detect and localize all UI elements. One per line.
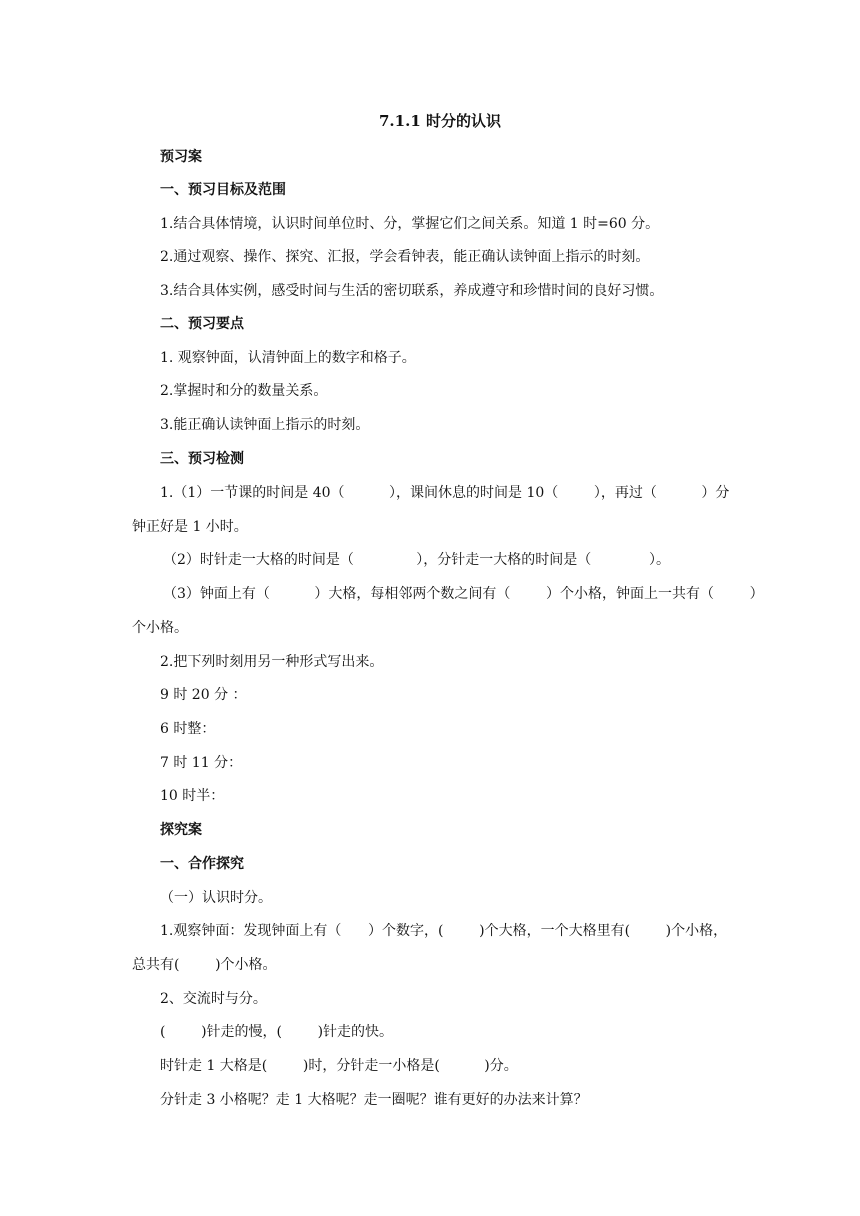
time-item-4: 10 时半：: [160, 788, 225, 804]
heading-check: 三、预习检测: [160, 451, 244, 467]
question-1-2: （2）时针走一大格的时间是（ ），分针走一大格的时间是（ ）。: [163, 552, 671, 568]
time-item-3: 7 时 11 分：: [160, 755, 243, 771]
explore-2: 2、交流时与分。: [160, 991, 267, 1007]
time-item-2: 6 时整：: [160, 721, 216, 737]
explore-2-c: 分针走 3 小格呢？走 1 大格呢？走一圈呢？谁有更好的办法来计算？: [160, 1092, 588, 1108]
goal-1: 1.结合具体情境，认识时间单位时、分，掌握它们之间关系。知道 1 时=60 分。: [160, 216, 660, 232]
section-heading-explore: 探究案: [160, 822, 202, 838]
goal-3: 3.结合具体实例，感受时间与生活的密切联系，养成遵守和珍惜时间的良好习惯。: [160, 283, 664, 299]
goal-2: 2.通过观察、操作、探究、汇报，学会看钟表，能正确认读钟面上指示的时刻。: [160, 249, 650, 265]
question-1-3: （3）钟面上有（ ）大格，每相邻两个数之间有（ ）个小格，钟面上一共有（ ）: [163, 586, 764, 602]
key-point-3: 3.能正确认读钟面上指示的时刻。: [160, 417, 370, 433]
heading-goals: 一、预习目标及范围: [160, 182, 286, 198]
question-1-1-cont: 钟正好是 1 小时。: [132, 519, 248, 535]
key-point-2: 2.掌握时和分的数量关系。: [160, 383, 328, 399]
question-1-1: 1.（1）一节课的时间是 40（ ），课间休息的时间是 10（ ），再过（ ）分: [160, 485, 730, 501]
explore-1-cont: 总共有( )个小格。: [132, 957, 277, 973]
heading-cooperate: 一、合作探究: [160, 856, 244, 872]
heading-key-points: 二、预习要点: [160, 316, 244, 332]
document-title: 7.1.1 时分的认识: [379, 112, 501, 130]
key-point-1: 1. 观察钟面，认清钟面上的数字和格子。: [160, 350, 416, 366]
section-heading-preview: 预习案: [160, 149, 202, 165]
time-item-1: 9 时 20 分 ：: [160, 687, 247, 703]
question-1-3-cont: 个小格。: [132, 620, 188, 636]
question-2: 2.把下列时刻用另一种形式写出来。: [160, 654, 384, 670]
explore-1: 1.观察钟面：发现钟面上有（ ）个数字，( )个大格，一个大格里有( )个小格，: [160, 923, 728, 939]
sub-heading-time-minute: （一）认识时分。: [160, 890, 272, 906]
explore-2-a: ( )针走的慢，( )针走的快。: [160, 1024, 394, 1040]
explore-2-b: 时针走 1 大格是( )时，分针走一小格是( )分。: [160, 1058, 518, 1074]
